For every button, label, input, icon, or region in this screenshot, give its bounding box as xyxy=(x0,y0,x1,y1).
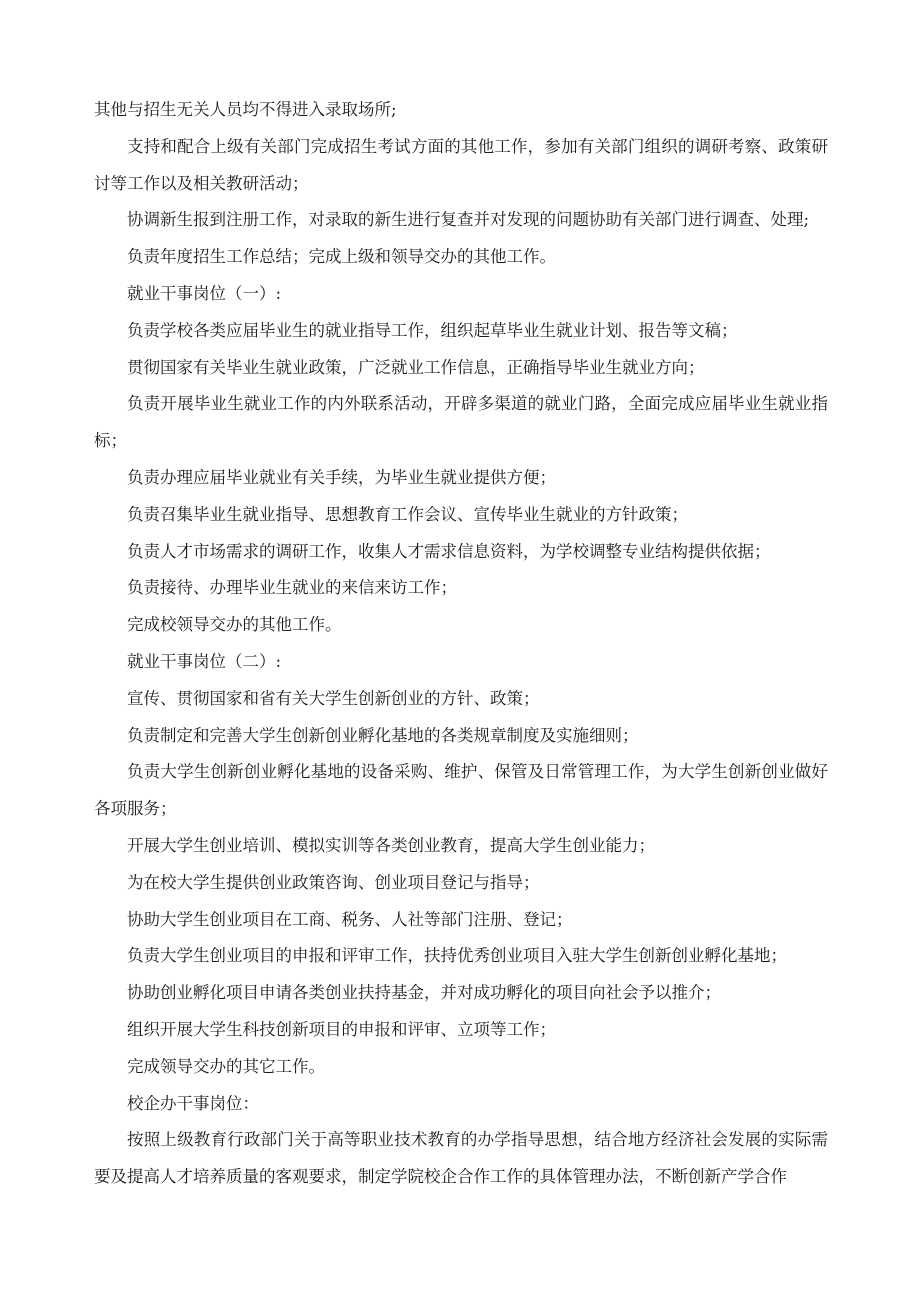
section-heading: 就业干事岗位（二）: xyxy=(127,651,282,671)
paragraph: 贯彻国家有关毕业生就业政策，广泛就业工作信息，正确指导毕业生就业方向； xyxy=(127,357,705,377)
paragraph: 负责办理应届毕业就业有关手续，为毕业生就业提供方便； xyxy=(127,467,556,487)
paragraph: 协助创业孵化项目申请各类创业扶持基金，并对成功孵化的项目向社会予以推介； xyxy=(127,983,721,1003)
paragraph: 负责开展毕业生就业工作的内外联系活动，开辟多渠道的就业门路，全面完成应届毕业生就业指标； xyxy=(94,394,828,451)
paragraph: 按照上级教育行政部门关于高等职业技术教育的办学指导思想，结合地方经济社会发展的实际需要及提高人才培养质量的客观要求，制定学院校企合作工作的具体管理办法，不断创新产学合作 xyxy=(94,1130,828,1187)
section-heading: 校企办干事岗位： xyxy=(127,1093,259,1113)
paragraph: 为在校大学生提供创业政策咨询、创业项目登记与指导； xyxy=(127,872,540,892)
paragraph: 支持和配合上级有关部门完成招生考试方面的其他工作，参加有关部门组织的调研考察、政策研讨等工作以及相关教研活动； xyxy=(94,136,828,193)
paragraph: 完成领导交办的其它工作。 xyxy=(127,1056,325,1076)
paragraph: 负责大学生创新创业孵化基地的设备采购、维护、保管及日常管理工作，为大学生创新创业做好各项服务； xyxy=(94,762,828,819)
paragraph: 负责接待、办理毕业生就业的来信来访工作； xyxy=(127,578,457,598)
document-body xyxy=(94,92,828,1196)
paragraph: 负责年度招生工作总结；完成上级和领导交办的其他工作。 xyxy=(127,247,556,267)
paragraph: 协调新生报到注册工作，对录取的新生进行复查并对发现的问题协助有关部门进行调查、处理; xyxy=(127,210,810,230)
paragraph: 宣传、贯彻国家和省有关大学生创新创业的方针、政策； xyxy=(127,688,540,708)
section-heading: 就业干事岗位（一）: xyxy=(127,283,282,303)
paragraph: 完成校领导交办的其他工作。 xyxy=(127,615,342,635)
paragraph: 负责人才市场需求的调研工作，收集人才需求信息资料，为学校调整专业结构提供依据； xyxy=(127,541,771,561)
paragraph: 负责大学生创业项目的申报和评审工作，扶持优秀创业项目入驻大学生创新创业孵化基地； xyxy=(127,946,787,966)
paragraph: 负责召集毕业生就业指导、思想教育工作会议、宣传毕业生就业的方针政策； xyxy=(127,504,688,524)
paragraph: 开展大学生创业培训、模拟实训等各类创业教育，提高大学生创业能力； xyxy=(127,835,655,855)
paragraph: 负责学校各类应届毕业生的就业指导工作，组织起草毕业生就业计划、报告等文稿； xyxy=(127,320,738,340)
paragraph: 其他与招生无关人员均不得进入录取场所; xyxy=(94,100,397,119)
paragraph: 组织开展大学生科技创新项目的申报和评审、立项等工作； xyxy=(127,1019,556,1039)
paragraph: 负责制定和完善大学生创新创业孵化基地的各类规章制度及实施细则； xyxy=(127,725,639,745)
paragraph: 协助大学生创业项目在工商、税务、人社等部门注册、登记； xyxy=(127,909,573,929)
